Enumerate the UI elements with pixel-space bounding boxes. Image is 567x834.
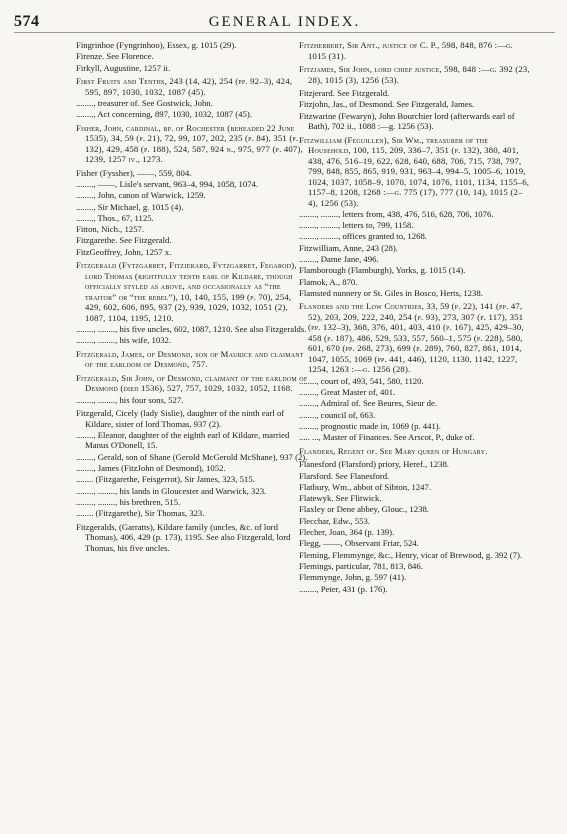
index-entry: Fitzherbert, Sir Ant., justice of C. P., 598, 848, 876 :—g. 1015 (31). (299, 40, 514, 61)
index-entry: Fitzjames, Sir John, lord chief justice, 598, 848 :—g. 392 (23, 28), 1015 (3), 1256 (53). (299, 64, 530, 85)
index-entry: Fleming, Flemmynge, &c., Henry, vicar of Brewood, g. 392 (7). (299, 549, 523, 560)
index-entry: ........, ........, his brethren, 515. (76, 496, 181, 507)
index-entry: Fitzgerald (Fytzgarret, Fitzjerard, Fytzgarret, Fegarod), lord Thomas (rightfully tenth earl of Kildare, though officially styled as above, and occasionally as “the traitor” or “the rebel”), 10, 140, 155, 199 (p. 70), 254, 429, 602, 606, 895, 937 (2), 939, 1029, 1032, 1051 (2), 1087, 1104, 1195, 1210. (76, 260, 297, 323)
index-entry: Flegg, ——, Observant Friar, 524. (299, 538, 419, 549)
index-entry: ........, ........, letters to, 799, 1158. (299, 220, 414, 231)
index-entry: Flamok, A., 870. (299, 276, 358, 287)
index-entry: First Fruits and Tenths, 243 (14, 42), 254 (pp. 92–3), 424, 595, 897, 1030, 1032, 1087 (45). (76, 76, 293, 97)
index-entry: Fitton, Nich., 1257. (76, 224, 145, 235)
index-entry: ........, James (FitzJohn of Desmond), 1052. (76, 463, 226, 474)
index-entry: Flanesford (Flarsford) priory, Heref., 1238. (299, 459, 449, 470)
index-entry: Fingrinhoe (Fyngrinhoo), Essex, g. 1015 (29). (76, 40, 237, 50)
index-entry: ........, Sir Michael, g. 1015 (4). (76, 201, 184, 212)
index-entry: Fitzgerald, Cicely (lady Sislie), daughter of the ninth earl of Kildare, sister of lord Thomas, 937 (2). (76, 408, 285, 429)
index-entry: Flemmynge, John, g. 597 (41). (299, 572, 407, 583)
index-entry: ........, ........, his wife, 1032. (76, 335, 172, 346)
index-entry: Fitzwilliam, Anne, 243 (28). (299, 242, 398, 253)
index-entry: ........, Thos., 67, 1125. (76, 212, 154, 223)
index-entry: Flamsted nunnery or St. Giles in Bosco, Herts, 1238. (299, 287, 483, 298)
index-entry: Flecchar, Edw., 553. (299, 515, 370, 526)
index-entry: Flatewyk. See Flitwick. (299, 493, 382, 504)
index-entry: ..... ..., Master of Finances. See Arscot, P., duke of. (299, 432, 475, 443)
index-entry: ........, ........, offices granted to, 1268. (299, 231, 427, 242)
index-entry: ........ (Fitzgarethe), Sir Thomas, 323. (76, 508, 205, 519)
index-entry: Fitzgerald, James, of Desmond, son of Maurice and claimant of the earldom of Desmond, 757. (76, 348, 304, 370)
index-entry: Flaxley or Dene abbey, Glouc., 1238. (299, 504, 429, 515)
index-entry: Flemings, particular, 781, 813, 846. (299, 560, 423, 571)
index-entry: ........, ........, his four sons, 527. (76, 394, 184, 405)
index-entry: ........, council of, 663. (299, 409, 376, 420)
index-entry: FitzGeoffrey, John, 1257 x. (76, 246, 172, 257)
index-entry: ........, John, canon of Warwick, 1259. (76, 190, 206, 201)
index-entry: Fitzgeralds, (Garratts), Kildare family (uncles, &c. of lord Thomas), 406, 429 (p. 173), 1195. See also Fitzgerald, lord Thomas, his five uncles. (76, 521, 291, 553)
index-entry: Flanders, Regent of. See Mary queen of Hungary. (299, 445, 488, 456)
index-entry: ........, Gerald, son of Shane (Gerold McGerold McShane), 937 (2). (76, 451, 308, 462)
index-entry: Fitzwilliam (Feguillen), Sir Wm., treasurer of the Household, 100, 115, 209, 336–7, 351 (p. 132), 380, 401, 438, 476, 516–19, 622, 628, 640, 688, 706, 715, 738, 797, 799, 848, 855, 865, 919, 931, 963–4, 994–5, 1005–6, 1019, 1024, 1037, 1058–9, 1070, 1074, 1076, 1101, 1134, 1155–6, 1157–8, 1208, 1268 :—g. 775 (17), 777 (10, 14), 1015 (2–4), 1256 (53). (299, 134, 530, 208)
index-entry: Fitzgarethe. See Fitzgerald. (76, 235, 172, 246)
index-entry: ........, court of, 493, 541, 580, 1120. (299, 375, 424, 386)
index-entry: ........, Act concerning, 897, 1030, 1032, 1087 (45). (76, 109, 252, 120)
index-entry: ........, ........, his five uncles, 602, 1087, 1210. See also Fitzgeralds. (76, 324, 307, 335)
index-column-right (299, 40, 532, 595)
index-entry: Flanders and the Low Countries, 33, 59 (p. 22), 141 (pp. 47, 52), 203, 209, 222, 240, 254 (p. 93), 273, 307 (p. 117), 351 (pp. 132–3), 368, 376, 401, 403, 410 (p. 167), 425, 429–30, 458 (p. 187), 486, 529, 533, 557, 560–1, 575 (p. 228), 580, 601, 670 (pp. 268, 273), 699 (p. 289), 760, 827, 861, 1014, 1047, 1055, 1069 (pp. 441, 446), 1120, 1130, 1142, 1227, 1254, 1263 :—g. 1256 (28). (299, 301, 524, 375)
index-entry: Fitzjohn, Jas., of Desmond. See Fitzgerald, James. (299, 99, 475, 110)
index-entry: ........, ........, his lands in Gloucester and Warwick, 323. (76, 485, 267, 496)
index-entry: Fisher (Fyssher), ——, 559, 804. (76, 167, 192, 178)
index-entry: Fitzjerard. See Fitzgerald. (299, 88, 390, 98)
index-entry: Flatbury, Wm., abbot of Sibton, 1247. (299, 481, 431, 492)
index-entry: Fisher, John, cardinal, bp. of Rochester (beheaded 22 June 1535), 34, 59 (p. 21), 72, 99, 107, 202, 235 (p. 84), 351 (p. 132), 429, 458 (p. 188), 524, 587, 924 n., 975, 977 (p. 407), 1239, 1257 iv., 1273. (76, 122, 303, 165)
index-entry: Firenze. See Florence. (76, 51, 154, 62)
index-entry: Fitzwarine (Fewaryn), John Bourchier lord (afterwards earl of Bath), 702 ii., 1088 :—g. 1256 (53). (299, 110, 515, 132)
index-entry: ........, prognostic made in, 1069 (p. 441). (299, 420, 441, 431)
index-entry: Firkyll, Augustine, 1257 ii. (76, 62, 171, 73)
index-entry: ........, Great Master of, 401. (299, 387, 396, 398)
index-entry: ........, Dame Jane, 496. (299, 254, 379, 265)
index-entry: Flarsford. See Flanesford. (299, 470, 390, 481)
page-header (14, 4, 555, 33)
index-entry: ........ (Fitzgarethe, Feisgerrot), Sir James, 323, 515. (76, 474, 255, 485)
index-entry: Flamborough (Flamburgh), Yorks, g. 1015 (14). (299, 265, 466, 276)
index-entry: ........, ........, letters from, 438, 476, 516, 628, 706, 1076. (299, 208, 494, 219)
index-entry: ........, Eleanor, daughter of the eighth earl of Kildare, married Manus O'Donell, 15. (76, 429, 290, 451)
index-entry: ........, treasurer of. See Gostwick, John. (76, 97, 213, 108)
index-entry: ........, ——, Lisle's servant, 963–4, 994, 1058, 1074. (76, 178, 259, 189)
index-entry: Flecher, Joan, 364 (p. 139). (299, 527, 395, 538)
index-column-left (76, 40, 309, 554)
index-entry: Fitzgerald, Sir John, of Desmond, claimant of the earldom of Desmond (died 1536), 527, 757, 1029, 1032, 1052, 1168. (76, 372, 308, 394)
index-entry: ........, Admiral of. See Beures, Sieur de. (299, 398, 438, 409)
index-entry: ........, Peter, 431 (p. 176). (299, 583, 388, 594)
page-title: GENERAL INDEX. (208, 14, 361, 30)
page-number: 574 (14, 13, 40, 30)
